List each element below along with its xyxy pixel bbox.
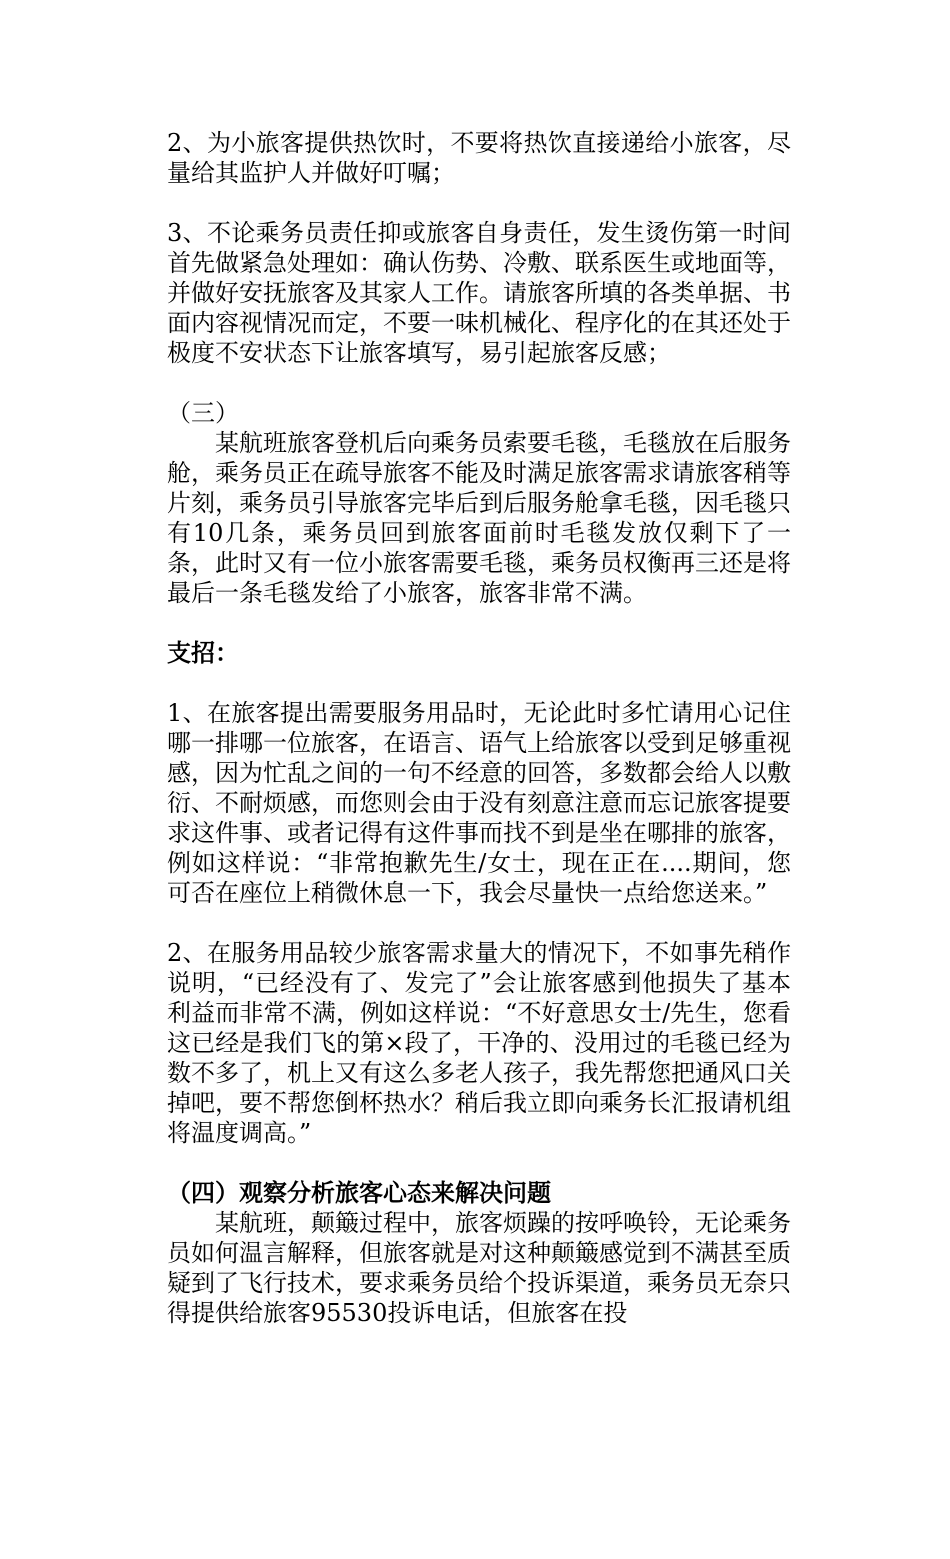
paragraph-gap [167,908,791,938]
paragraph-tip-hot-drink: 2、为小旅客提供热饮时，不要将热饮直接递给小旅客，尽量给其监护人并做好叮嘱； [167,129,791,187]
paragraph-tip-one: 1、在旅客提出需要服务用品时，无论此时多忙请用心记住哪一排哪一位旅客，在语言、语气上给旅客以受到足够重视感，因为忙乱之间的一句不经意的回答，多数都会给人以敷衍、不耐烦感，而您则会由于没有刻意注意而忘记旅客提要求这件事、或者记得有这件事而找不到是坐在哪排的旅客，例如这样说：“非常抱歉先生/女士，现在正在....期间，您可否在座位上稍微休息一下，我会尽量快一点给您送来。” [167,699,791,907]
paragraph-gap [167,1148,791,1178]
paragraph-gap [167,608,791,638]
case-three-text: 某航班旅客登机后向乘务员索要毛毯，毛毯放在后服务舱，乘务员正在疏导旅客不能及时满足旅客需求请旅客稍等片刻，乘务员引导旅客完毕后到后服务舱拿毛毯，因毛毯只有10几条，乘务员回到旅客面前时毛毯发放仅剩下了一条，此时又有一位小旅客需要毛毯，乘务员权衡再三还是将最后一条毛毯发给了小旅客，旅客非常不满。 [167,429,791,607]
document-page [167,128,791,1328]
case-four-heading: （四）观察分析旅客心态来解决问题 [167,1178,551,1207]
tips-heading: 支招： [167,638,239,667]
paragraph-gap [167,368,791,398]
case-three-label: （三） [167,399,239,427]
paragraph-gap [167,188,791,218]
case-four-text: 某航班，颠簸过程中，旅客烦躁的按呼唤铃，无论乘务员如何温言解释，但旅客就是对这种颠簸感觉到不满甚至质疑到了飞行技术，要求乘务员给个投诉渠道，乘务员无奈只得提供给旅客95530投诉电话，但旅客在投 [167,1209,791,1327]
paragraph-tip-two: 2、在服务用品较少旅客需求量大的情况下，不如事先稍作说明，“已经没有了、发完了”会让旅客感到他损失了基本利益而非常不满，例如这样说：“不好意思女士/先生，您看这已经是我们飞的第×段了，干净的、没用过的毛毯已经为数不多了，机上又有这么多老人孩子，我先帮您把通风口关掉吧，要不帮您倒杯热水？稍后我立即向乘务长汇报请机组将温度调高。” [167,939,791,1147]
paragraph-gap [167,668,791,698]
paragraph-tip-burn: 3、不论乘务员责任抑或旅客自身责任，发生烫伤第一时间首先做紧急处理如：确认伤势、冷敷、联系医生或地面等，并做好安抚旅客及其家人工作。请旅客所填的各类单据、书面内容视情况而定，不要一味机械化、程序化的在其还处于极度不安状态下让旅客填写，易引起旅客反感； [167,219,791,367]
